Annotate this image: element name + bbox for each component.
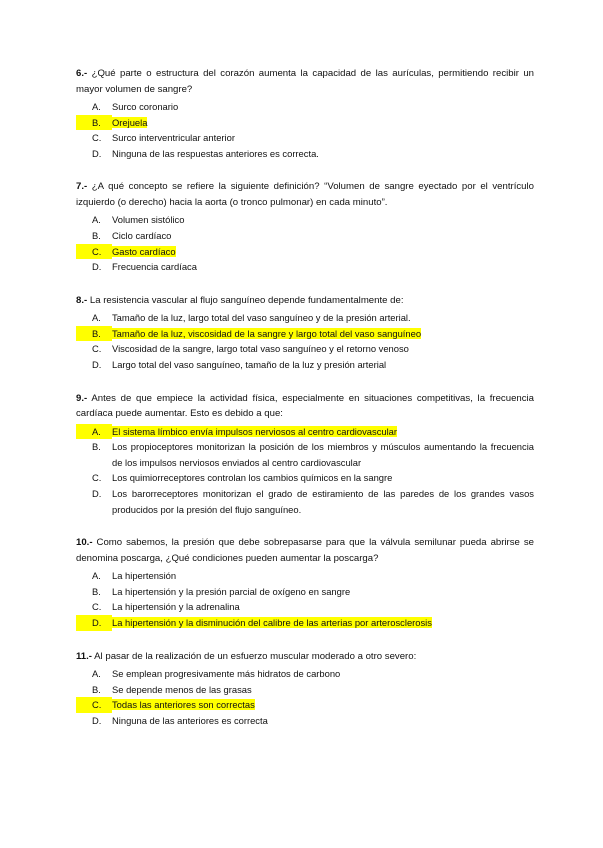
answer-option-d [76,357,534,373]
answer-option-c [76,244,534,260]
correct-answer-highlight: El sistema límbico envía impulsos nerviosos al centro cardiovascular [112,425,398,437]
option-text: Se emplean progresivamente más hidratos de carbono [112,668,341,680]
option-letter: D. [92,147,102,159]
answer-option-a [76,212,534,228]
answer-options [76,212,534,274]
option-text: Tamaño de la luz, largo total del vaso sanguíneo y de la presión arterial. [112,312,411,324]
question-8 [76,293,534,373]
question-6 [76,66,534,161]
option-text [112,697,534,713]
question-list [76,66,534,746]
option-text: Se depende menos de las grasas [112,683,252,695]
answer-option-d [76,486,534,517]
option-letter: A. [76,424,112,440]
correct-answer-highlight: Gasto cardíaco [112,245,176,257]
option-letter: C. [92,132,102,144]
answer-option-a [76,568,534,584]
option-text [112,115,534,131]
answer-option-a [76,424,534,440]
question-stem [76,66,534,97]
question-stem [76,535,534,566]
answer-option-b [76,682,534,698]
option-text [112,615,534,631]
answer-option-d [76,713,534,729]
question-text: ¿Qué parte o estructura del corazón aumenta la capacidad de las aurículas, permitiendo recibir un mayor volumen de sangre? [76,68,534,95]
option-letter: D. [76,615,112,631]
option-letter: B. [92,229,101,241]
option-text [112,326,534,342]
option-letter: C. [92,343,102,355]
option-letter: A. [92,668,101,680]
answer-option-d [76,259,534,275]
question-7 [76,179,534,274]
option-text: Los quimiorreceptores controlan los cambios químicos en la sangre [112,472,393,484]
question-number: 7.- [76,181,88,193]
correct-answer-highlight: La hipertensión y la disminución del calibre de las arterias por arterosclerosis [112,616,432,628]
question-stem [76,293,534,309]
answer-options [76,424,534,518]
question-number: 9.- [76,392,88,404]
option-letter: B. [92,441,101,453]
option-letter: C. [76,697,112,713]
question-stem [76,391,534,422]
answer-option-a [76,310,534,326]
question-stem [76,649,534,665]
question-number: 10.- [76,537,93,549]
option-text: Volumen sistólico [112,214,185,226]
question-number: 8.- [76,294,88,306]
question-text: La resistencia vascular al flujo sanguíneo depende fundamentalmente de: [89,294,404,306]
option-letter: B. [92,683,101,695]
question-9 [76,391,534,518]
question-11 [76,649,534,729]
answer-options [76,99,534,161]
option-letter: B. [76,115,112,131]
answer-options [76,568,534,630]
correct-answer-highlight: Todas las anteriores son correctas [112,699,255,711]
option-text [112,244,534,260]
answer-option-b [76,439,534,470]
option-text: Ciclo cardíaco [112,229,172,241]
option-letter: B. [76,326,112,342]
option-text: Viscosidad de la sangre, largo total vaso sanguíneo y el retorno venoso [112,343,409,355]
correct-answer-highlight: Tamaño de la luz, viscosidad de la sangre y largo total del vaso sanguíneo [112,327,422,339]
option-text: Ninguna de las respuestas anteriores es correcta. [112,147,319,159]
correct-answer-highlight: Orejuela [112,116,148,128]
answer-option-c [76,130,534,146]
option-text: La hipertensión y la adrenalina [112,601,240,613]
option-text [112,424,534,440]
question-text: Como sabemos, la presión que debe sobrepasarse para que la válvula semilunar pueda abrirse se denomina poscarga, ¿Qué condiciones pueden aumentar la poscarga? [76,537,534,564]
answer-option-d [76,615,534,631]
answer-option-d [76,146,534,162]
question-number: 11.- [76,650,93,662]
option-letter: D. [92,714,102,726]
option-text: Ninguna de las anteriores es correcta [112,714,268,726]
option-letter: D. [92,261,102,273]
option-text: Los propioceptores monitorizan la posición de los miembros y músculos aumentando la frecuencia de los impulsos nerviosos enviados al centro cardiovascular [112,441,534,468]
option-letter: A. [92,570,101,582]
question-number: 6.- [76,68,88,79]
question-text: Al pasar de la realización de un esfuerzo muscular moderado a otro severo: [94,650,417,662]
option-text: Surco coronario [112,101,179,112]
answer-options [76,310,534,372]
option-letter: A. [92,312,101,324]
answer-option-c [76,470,534,486]
option-letter: B. [92,585,101,597]
answer-option-b [76,584,534,600]
answer-option-c [76,599,534,615]
option-letter: D. [92,359,102,371]
option-text: La hipertensión y la presión parcial de oxígeno en sangre [112,585,351,597]
question-10 [76,535,534,630]
question-text: Antes de que empiece la actividad física, especialmente en situaciones competitivas, la frecuencia cardíaca puede aumentar. Esto es debido a que: [76,392,535,420]
option-letter: C. [92,472,102,484]
option-text: La hipertensión [112,570,177,582]
answer-option-b [76,115,534,131]
answer-option-b [76,228,534,244]
question-text: ¿A qué concepto se refiere la siguiente definición? “Volumen de sangre eyectado por el ventrículo izquierdo (o derecho) hacia la aorta (o tronco pulmonar) en cada minuto”. [76,181,534,208]
answer-option-c [76,341,534,357]
answer-option-a [76,666,534,682]
answer-option-c [76,697,534,713]
answer-option-b [76,326,534,342]
option-letter: A. [92,214,101,226]
question-stem [76,179,534,210]
answer-option-a [76,99,534,115]
answer-options [76,666,534,728]
option-letter: C. [76,244,112,260]
option-letter: A. [92,101,101,112]
option-text: Los barorreceptores monitorizan el grado de estiramiento de las paredes de los grandes vasos producidos por la presión del flujo sanguíneo. [112,488,534,515]
option-letter: C. [92,601,102,613]
option-text: Largo total del vaso sanguíneo, tamaño de la luz y presión arterial [112,359,387,371]
option-text: Frecuencia cardíaca [112,261,197,273]
option-letter: D. [92,488,102,499]
option-text: Surco interventricular anterior [112,132,235,144]
